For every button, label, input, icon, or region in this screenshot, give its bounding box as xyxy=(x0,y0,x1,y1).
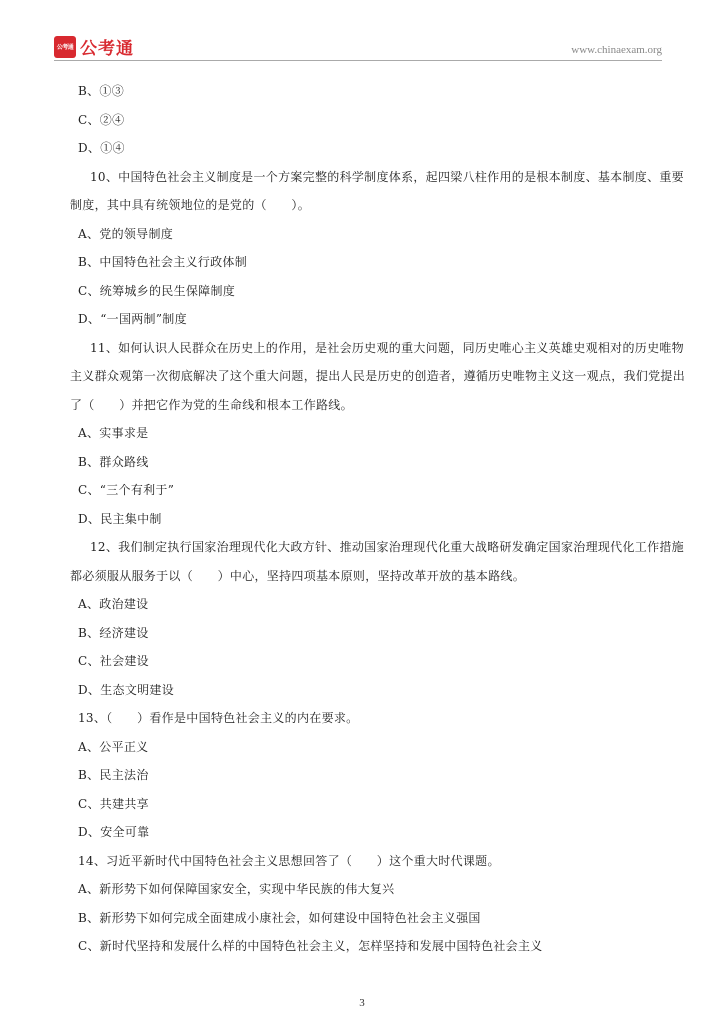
text-line: D、“一国两制”制度 xyxy=(78,312,187,326)
text-line: A、党的领导制度 xyxy=(78,226,174,241)
header-divider xyxy=(54,60,662,61)
question-text-line: 都必须服从服务于以（ ）中心，坚持四项基本原则，坚持改革开放的基本路线。 xyxy=(70,568,526,583)
text-line: A、公平正义 xyxy=(78,739,149,754)
page-header xyxy=(0,0,724,62)
question-text-line: 11、如何认识人民群众在历史上的作用，是社会历史观的重大问题，同历史唯心主义英雄史观相对的历史唯物 xyxy=(90,340,684,355)
page-number: 3 xyxy=(359,997,365,1009)
question-text-line: 主义群众观第一次彻底解决了这个重大问题，提出人民是历史的创造者，遵循历史唯物主义这一观点，我们党提出 xyxy=(70,369,686,383)
text-line: C、社会建设 xyxy=(78,654,149,668)
question-text-line: 制度，其中具有统领地位的是党的（ ）。 xyxy=(70,198,311,212)
text-line: D、生态文明建设 xyxy=(78,682,175,697)
text-line: D、民主集中制 xyxy=(78,511,162,526)
document-body xyxy=(60,77,686,961)
text-line: B、①③ xyxy=(78,84,125,98)
text-line: A、实事求是 xyxy=(78,426,149,440)
question-text-line: 了（ ）并把它作为党的生命线和根本工作路线。 xyxy=(70,397,353,412)
text-line: C、共建共享 xyxy=(78,796,149,811)
text-line: C、统筹城乡的民生保障制度 xyxy=(78,283,236,298)
text-line: B、新形势下如何完成全面建成小康社会，如何建设中国特色社会主义强国 xyxy=(78,910,481,925)
text-line: B、民主法治 xyxy=(78,768,149,782)
site-url: www.chinaexam.org xyxy=(571,44,662,56)
text-line: B、中国特色社会主义行政体制 xyxy=(78,255,248,269)
text-line: A、新形势下如何保障国家安全，实现中华民族的伟大复兴 xyxy=(78,882,395,896)
text-line: 13、（ ）看作是中国特色社会主义的内在要求。 xyxy=(78,711,359,725)
question-text-line: 10、中国特色社会主义制度是一个方案完整的科学制度体系，起四梁八柱作用的是根本制度、基本制度、重要 xyxy=(90,169,684,184)
text-line: A、政治建设 xyxy=(78,597,149,611)
text-line: D、①④ xyxy=(78,141,125,155)
text-line: D、安全可靠 xyxy=(78,825,150,839)
text-line: C、“三个有利于” xyxy=(78,483,175,497)
question-text-line: 12、我们制定执行国家治理现代化大政方针、推动国家治理现代化重大战略研发确定国家治理现代化工作措施 xyxy=(90,540,684,554)
text-line: C、新时代坚持和发展什么样的中国特色社会主义，怎样坚持和发展中国特色社会主义 xyxy=(78,939,543,953)
text-line: C、②④ xyxy=(78,112,125,127)
text-line: 14、习近平新时代中国特色社会主义思想回答了（ ）这个重大时代课题。 xyxy=(78,853,500,868)
logo-badge-text: 公考通 xyxy=(56,44,74,51)
logo xyxy=(54,34,134,59)
logo-text: 公考通 xyxy=(80,39,134,59)
text-line: B、群众路线 xyxy=(78,454,149,469)
logo-badge-icon xyxy=(54,36,76,58)
text-line: B、经济建设 xyxy=(78,625,149,640)
